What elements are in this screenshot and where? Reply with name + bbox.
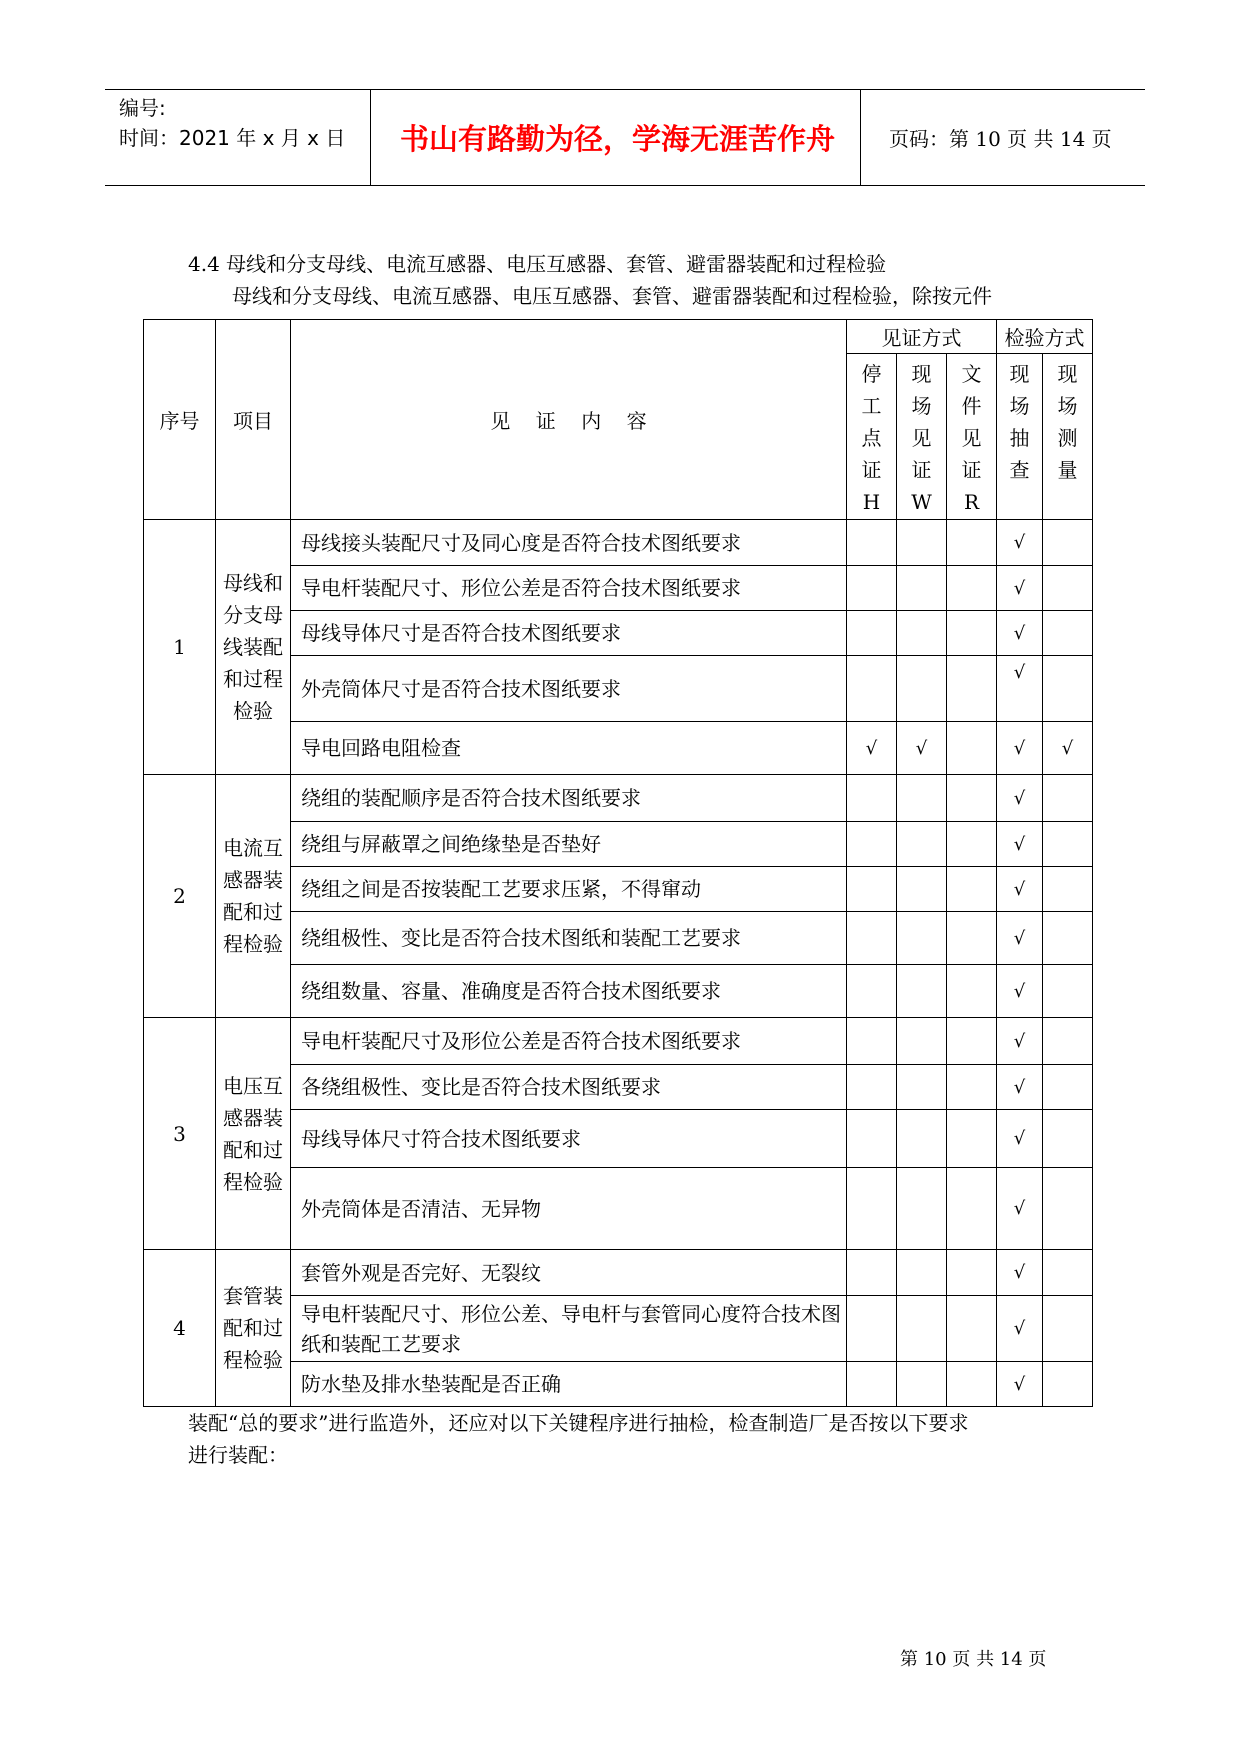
mark-document-witness: [947, 520, 997, 566]
mark-document-witness: [947, 775, 997, 822]
witness-content: 绕组极性、变比是否符合技术图纸和装配工艺要求: [291, 912, 847, 965]
mark-stop-point: [847, 566, 897, 611]
mark-stop-point: [847, 1362, 897, 1407]
group-item: 电流互 感器装 配和过 程检验: [216, 775, 291, 1018]
mark-site-witness: [897, 566, 947, 611]
mark-site-witness: √: [897, 722, 947, 775]
page-footer: 第 10 页 共 14 页: [900, 1649, 1047, 1670]
table-row: [144, 1250, 1093, 1296]
witness-content: 导电杆装配尺寸及形位公差是否符合技术图纸要求: [291, 1018, 847, 1065]
mark-stop-point: [847, 867, 897, 912]
mark-site-witness: [897, 912, 947, 965]
mark-document-witness: [947, 656, 997, 722]
header-site-spot-check: 现 场 抽 查: [997, 354, 1043, 520]
group-item: 电压互 感器装 配和过 程检验: [216, 1018, 291, 1250]
witness-content: 外壳筒体尺寸是否符合技术图纸要求: [291, 656, 847, 722]
mark-site-witness: [897, 775, 947, 822]
mark-measurement: [1043, 520, 1093, 566]
mark-spot-check: √: [997, 520, 1043, 566]
mark-document-witness: [947, 1168, 997, 1250]
mark-stop-point: [847, 656, 897, 722]
mark-stop-point: [847, 912, 897, 965]
mark-spot-check: √: [997, 867, 1043, 912]
mark-measurement: [1043, 1168, 1093, 1250]
mark-document-witness: [947, 1362, 997, 1407]
page-header: [105, 89, 1145, 186]
mark-site-witness: [897, 656, 947, 722]
mark-site-witness: [897, 520, 947, 566]
mark-stop-point: [847, 1250, 897, 1296]
after-text-line-1: 装配“总的要求”进行监造外，还应对以下关键程序进行抽检，检查制造厂是否按以下要求: [188, 1411, 969, 1435]
mark-spot-check: √: [997, 656, 1043, 722]
mark-spot-check: √: [997, 1018, 1043, 1065]
witness-content: 外壳筒体是否清洁、无异物: [291, 1168, 847, 1250]
mark-spot-check: √: [997, 775, 1043, 822]
group-item: 母线和 分支母 线装配 和过程 检验: [216, 520, 291, 775]
mark-spot-check: √: [997, 1296, 1043, 1362]
mark-spot-check: √: [997, 1065, 1043, 1110]
mark-document-witness: [947, 822, 997, 867]
mark-stop-point: [847, 1065, 897, 1110]
mark-spot-check: √: [997, 1362, 1043, 1407]
inspection-table: [143, 319, 1093, 1407]
mark-measurement: [1043, 912, 1093, 965]
mark-measurement: [1043, 1110, 1093, 1168]
mark-measurement: [1043, 566, 1093, 611]
mark-site-witness: [897, 1065, 947, 1110]
witness-content: 绕组之间是否按装配工艺要求压紧，不得窜动: [291, 867, 847, 912]
mark-stop-point: √: [847, 722, 897, 775]
witness-content: 导电回路电阻检查: [291, 722, 847, 775]
mark-stop-point: [847, 611, 897, 656]
mark-spot-check: √: [997, 611, 1043, 656]
mark-site-witness: [897, 611, 947, 656]
mark-site-witness: [897, 1250, 947, 1296]
table-row: [144, 520, 1093, 566]
mark-measurement: [1043, 1362, 1093, 1407]
mark-site-witness: [897, 1296, 947, 1362]
mark-document-witness: [947, 1250, 997, 1296]
witness-content: 绕组与屏蔽罩之间绝缘垫是否垫好: [291, 822, 847, 867]
header-item: 项目: [216, 320, 291, 520]
group-item: 套管装 配和过 程检验: [216, 1250, 291, 1407]
mark-document-witness: [947, 1110, 997, 1168]
header-witness-method: 见证方式: [847, 320, 997, 354]
witness-content: 母线导体尺寸是否符合技术图纸要求: [291, 611, 847, 656]
section-title: 4.4 母线和分支母线、电流互感器、电压互感器、套管、避雷器装配和过程检验: [188, 252, 887, 276]
witness-content: 母线接头装配尺寸及同心度是否符合技术图纸要求: [291, 520, 847, 566]
group-seq: 2: [144, 775, 216, 1018]
mark-measurement: [1043, 656, 1093, 722]
mark-site-witness: [897, 1018, 947, 1065]
mark-measurement: [1043, 1065, 1093, 1110]
mark-spot-check: √: [997, 965, 1043, 1018]
mark-measurement: [1043, 775, 1093, 822]
mark-spot-check: √: [997, 566, 1043, 611]
witness-content: 防水垫及排水垫装配是否正确: [291, 1362, 847, 1407]
group-seq: 1: [144, 520, 216, 775]
mark-measurement: [1043, 611, 1093, 656]
header-stop-point-h: 停 工 点 证 H: [847, 354, 897, 520]
mark-stop-point: [847, 1018, 897, 1065]
witness-content: 各绕组极性、变比是否符合技术图纸要求: [291, 1065, 847, 1110]
mark-site-witness: [897, 867, 947, 912]
intro-line: 母线和分支母线、电流互感器、电压互感器、套管、避雷器装配和过程检验，除按元件: [232, 284, 992, 308]
mark-document-witness: [947, 1065, 997, 1110]
group-seq: 3: [144, 1018, 216, 1250]
group-seq: 4: [144, 1250, 216, 1407]
mark-document-witness: [947, 722, 997, 775]
mark-spot-check: √: [997, 912, 1043, 965]
mark-measurement: [1043, 1296, 1093, 1362]
witness-content: 绕组的装配顺序是否符合技术图纸要求: [291, 775, 847, 822]
table-row: [144, 775, 1093, 822]
mark-measurement: [1043, 867, 1093, 912]
header-page-info: 页码：第 10 页 共 14 页: [889, 127, 1112, 151]
header-inspection-method: 检验方式: [997, 320, 1093, 354]
mark-document-witness: [947, 912, 997, 965]
mark-document-witness: [947, 566, 997, 611]
witness-content: 导电杆装配尺寸、形位公差、导电杆与套管同心度符合技术图纸和装配工艺要求: [291, 1296, 847, 1362]
mark-document-witness: [947, 611, 997, 656]
mark-stop-point: [847, 1296, 897, 1362]
mark-stop-point: [847, 1168, 897, 1250]
table-row: [144, 1018, 1093, 1065]
header-site-measurement: 现 场 测 量: [1043, 354, 1093, 520]
mark-site-witness: [897, 822, 947, 867]
mark-spot-check: √: [997, 1250, 1043, 1296]
mark-measurement: [1043, 1018, 1093, 1065]
witness-content: 导电杆装配尺寸、形位公差是否符合技术图纸要求: [291, 566, 847, 611]
witness-content: 套管外观是否完好、无裂纹: [291, 1250, 847, 1296]
mark-document-witness: [947, 1018, 997, 1065]
header-seq: 序号: [144, 320, 216, 520]
witness-content: 绕组数量、容量、准确度是否符合技术图纸要求: [291, 965, 847, 1018]
header-document-witness-r: 文 件 见 证 R: [947, 354, 997, 520]
mark-spot-check: √: [997, 722, 1043, 775]
mark-stop-point: [847, 520, 897, 566]
header-content: 见 证 内 容: [291, 320, 847, 520]
mark-spot-check: √: [997, 822, 1043, 867]
mark-document-witness: [947, 965, 997, 1018]
witness-content: 母线导体尺寸符合技术图纸要求: [291, 1110, 847, 1168]
document-number-label: 编号:: [119, 96, 166, 120]
mark-measurement: [1043, 1250, 1093, 1296]
mark-measurement: [1043, 822, 1093, 867]
mark-site-witness: [897, 1362, 947, 1407]
mark-stop-point: [847, 1110, 897, 1168]
mark-spot-check: √: [997, 1168, 1043, 1250]
mark-stop-point: [847, 822, 897, 867]
mark-measurement: [1043, 965, 1093, 1018]
header-site-witness-w: 现 场 见 证 W: [897, 354, 947, 520]
mark-spot-check: √: [997, 1110, 1043, 1168]
mark-document-witness: [947, 867, 997, 912]
mark-site-witness: [897, 1168, 947, 1250]
mark-site-witness: [897, 965, 947, 1018]
mark-stop-point: [847, 965, 897, 1018]
mark-stop-point: [847, 775, 897, 822]
header-row: [144, 320, 1093, 354]
header-meta: [119, 93, 345, 153]
after-text-line-2: 进行装配：: [188, 1443, 288, 1467]
document-time: 时间：2021 年 x 月 x 日: [119, 126, 346, 150]
mark-site-witness: [897, 1110, 947, 1168]
mark-document-witness: [947, 1296, 997, 1362]
mark-measurement: √: [1043, 722, 1093, 775]
header-motto: 书山有路勤为径，学海无涯苦作舟: [399, 122, 835, 156]
